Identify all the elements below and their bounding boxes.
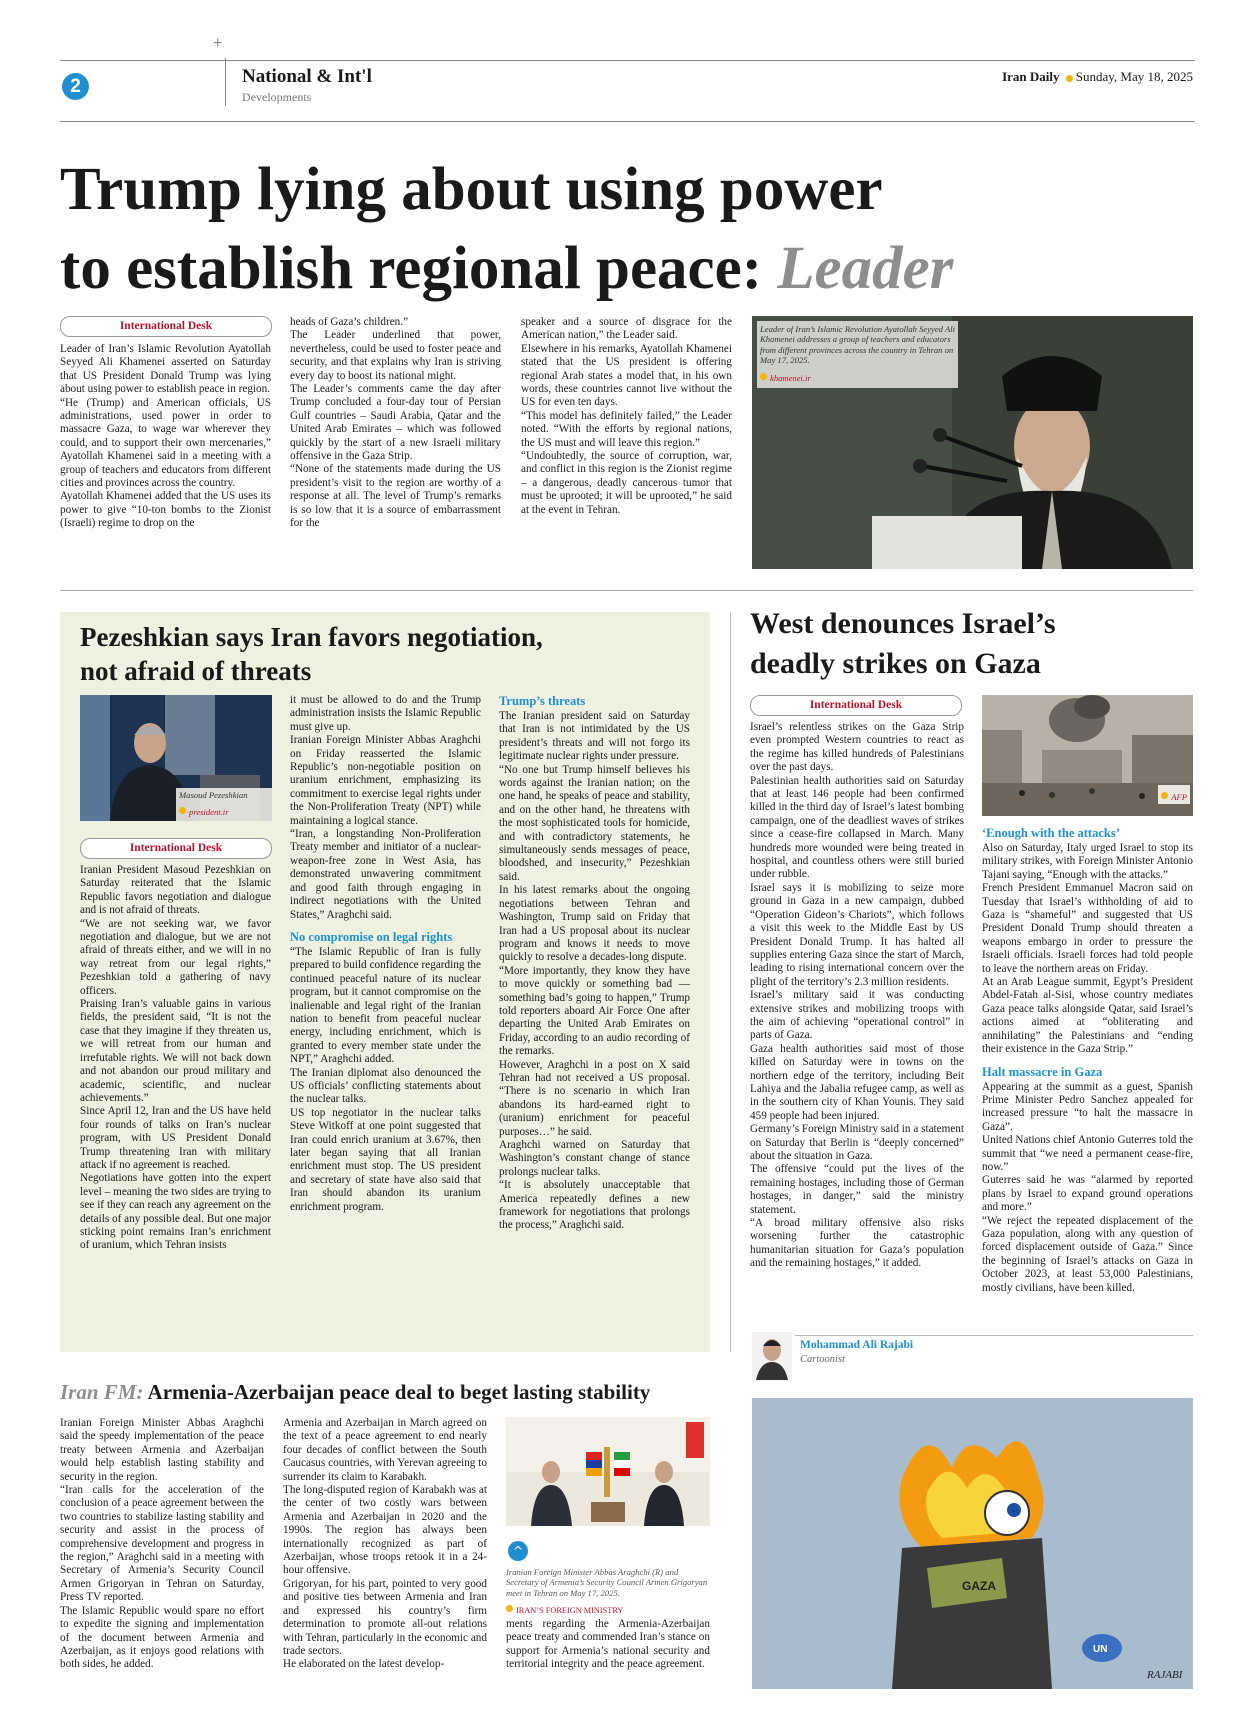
leader-caption-box <box>757 321 958 388</box>
paragraph: “Iran calls for the acceleration of the conclusion of a peace agreement between the two countries to stabilize lasting stability and security and assist in the process of comprehensive development and progress in the region,” Araghchi said in a meeting with Secretary of Armenia’s Security Council Armen Grigoryan in Tehran on Saturday, Press TV reported. <box>60 1484 264 1604</box>
paragraph: ments regarding the Armenia-Azerbaijan peace treaty and commended Iran’s stance on support for Armenia’s national security and territorial integrity and the peace agreement. <box>506 1618 710 1671</box>
paragraph: “No one but Trump himself believes his words against the Iranian nation; on the one hand, he speaks of peace and stability, and on the other hand, he threatens with the most sophisticated tools for homicide, and with contradictory statements, he simultaneously sends messages of peace, bloodshed, and insecurity,” Pezeshkian said. <box>499 763 690 883</box>
gaza-col-2 <box>982 826 1193 1295</box>
armenia-col-1 <box>60 1417 264 1672</box>
paragraph: The offensive “could put the lives of the remaining hostages, including those of German hostages, in danger,” said the ministry statement. <box>750 1163 964 1216</box>
armenia-kicker: Iran FM: <box>60 1380 144 1404</box>
paragraph: Iranian President Masoud Pezeshkian on Saturday reiterated that the Islamic Republic favors negotiation and dialogue and is not afraid of threats. <box>80 864 271 917</box>
bullet-icon <box>179 807 186 814</box>
pezeshkian-photo <box>80 695 272 821</box>
leader-photo <box>752 316 1193 569</box>
pezeshkian-photo-name: Masoud Pezeshkian <box>179 789 248 800</box>
paragraph: “We are not seeking war, we favor negotiation and dialogue, but we are not afraid of threats either, and we will in no way retreat from our legal rights,” Pezeshkian told a gathering of navy officers. <box>80 917 271 997</box>
main-col-2 <box>290 316 501 531</box>
paragraph: “The Islamic Republic of Iran is fully prepared to build confidence regarding the continued peaceful nature of its nuclear program, but it cannot compromise on the inalienable and legal right of the Iranian nation to benefit from peaceful nuclear energy, including enrichment, which is granted to every member state under the NPT,” Araghchi added. <box>290 945 481 1066</box>
armenia-illustration <box>506 1417 710 1526</box>
column-divider <box>730 612 731 1352</box>
expand-icon[interactable]: ^ <box>508 1541 528 1561</box>
subhead-halt-massacre: Halt massacre in Gaza <box>982 1064 1103 1079</box>
paragraph: Elsewhere in his remarks, Ayatollah Khamenei stated that the US president is offering regional Arab states a model that, in his own words, these countries cannot live without the US for even ten days. <box>521 342 732 409</box>
paragraph: Israel’s military said it was conducting extensive strikes and mobilizing troops with the aim of achieving “operational control” in parts of Gaza. <box>750 989 964 1042</box>
paragraph: However, Araghchi in a post on X said Tehran had not received a US proposal. “There is no scenario in which Iran abandons its hard-earned right to (uranium) enrichment for peaceful purposes…” he said. <box>499 1058 690 1138</box>
header-bottom-rule <box>60 121 1195 122</box>
paragraph: In his latest remarks about the ongoing negotiations between Tehran and Washington, Trump said on Friday that Iran had a US proposal about its nuclear program and knows it needs to move quickly to resolve a decades-long dispute. <box>499 884 690 964</box>
armenia-photo-credit: IRAN’S FOREIGN MINISTRY <box>516 1606 624 1616</box>
paragraph: “It is absolutely unacceptable that America repeatedly defines a new framework for negotiations that prolongs the process,” Araghchi said. <box>499 1179 690 1232</box>
paragraph: Germany’s Foreign Ministry said in a statement on Saturday that Berlin is “deeply concerned” about the situation in Gaza. <box>750 1123 964 1162</box>
masthead-date <box>1002 69 1193 85</box>
paragraph: “None of the statements made during the US president’s visit to the region are worthy of a response at all. The level of Trump’s remarks is so low that it is a source of embarrassment for the <box>290 463 501 530</box>
paragraph: Appearing at the summit as a guest, Spanish Prime Minister Pedro Sanchez appealed for increased pressure “to halt the massacre in Gaza”. <box>982 1080 1193 1133</box>
main-headline-line2: to establish regional peace: <box>60 235 778 302</box>
cartoon-illustration <box>752 1398 1193 1689</box>
main-col-3 <box>521 316 732 517</box>
paragraph: “This model has definitely failed,” the Leader noted. “With the efforts by regional nations, the US must and will leave this region.” <box>521 409 732 449</box>
paragraph: “A broad military offensive also risks worsening further the catastrophic humanitarian situation for Gaza’s population and the remaining hostages,” it added. <box>750 1217 964 1270</box>
paragraph: Grigoryan, for his part, pointed to very good and positive ties between Armenia and Iran and expressed his country’s firm determination to promote all-out relations with Tehran, particularly in the economic and trade sectors. <box>283 1577 487 1657</box>
paragraph: The Iranian president said on Saturday that Iran is not intimidated by the US president’s threats and will not forgo its legitimate nuclear rights under pressure. <box>499 710 690 763</box>
pezeshkian-col-1 <box>80 864 271 1253</box>
cartoon-byline-bar <box>795 1335 1193 1336</box>
main-headline-line1: Trump lying about using power <box>60 156 883 223</box>
armenia-col-3 <box>506 1618 710 1672</box>
paragraph: heads of Gaza’s children.” <box>290 316 409 328</box>
paragraph: The long-disputed region of Karabakh was at the center of two costly wars between Armenia and Azerbaijan in 2020 and the 1990s. The region has always been internationally recognized as part of Azerbaijan, whose troops retook it in a 24-hour offensive. <box>283 1484 487 1577</box>
paragraph: Leader of Iran’s Islamic Revolution Ayatollah Seyyed Ali Khamenei asserted on Saturday that US President Donald Trump was lying about using power to establish peace in region. <box>60 343 271 396</box>
gaza-headline-line2: deadly strikes on Gaza <box>750 647 1041 680</box>
subsection-title: Developments <box>242 90 312 104</box>
bullet-icon <box>506 1605 513 1612</box>
paragraph: Also on Saturday, Italy urged Israel to stop its military strikes, with Foreign Minister Antonio Tajani saying, “Enough with the attacks.” <box>982 842 1193 881</box>
pezeshkian-headline <box>80 620 543 688</box>
crop-mark: + <box>213 35 223 52</box>
paragraph: He elaborated on the latest develop- <box>283 1658 445 1671</box>
pezeshkian-headline-line2: not afraid of threats <box>80 656 312 686</box>
paragraph: Palestinian health authorities said on Saturday that at least 146 people had been confirmed killed in the third day of Israel’s latest bombing campaign, one of the deadliest waves of strikes since a cease-fire collapsed in March. Many hundreds more wounded were being treated in hospital, and countless others were still buried under rubble. <box>750 774 964 881</box>
paragraph: Praising Iran’s valuable gains in various fields, the president said, “It is not the case that they imagine if they threaten us, we will retreat from our human and irrefutable rights. We will not back down and not abandon our proud military and academic, scientific, and nuclear achievements.” <box>80 998 271 1104</box>
gaza-photo-credit: AFP <box>1171 792 1187 802</box>
paragraph: Iranian Foreign Minister Abbas Araghchi on Friday reasserted the Islamic Republic’s non-negotiable position on uranium enrichment, emphasizing its commitment to exercise legal rights under the Non-Proliferation Treaty (NPT) while maintaining a logical stance. <box>290 734 481 827</box>
paragraph: US top negotiator in the nuclear talks Steve Witkoff at one point suggested that Iran could enrich uranium at 3.67%, then later began saying that all Iranian enrichment must stop. The US president and secretary of state have also said that Iran should abandon its uranium enrichment program. <box>290 1106 481 1213</box>
paragraph: The Iranian diplomat also denounced the US officials’ conflicting statements about the nuclear talks. <box>290 1066 481 1106</box>
paragraph: Guterres said he was “alarmed by reported plans by Israel to expand ground operations and more.” <box>982 1174 1193 1214</box>
main-desk-label: International Desk <box>60 316 272 337</box>
armenia-photo-caption: Iranian Foreign Minister Abbas Araghchi (R) and Secretary of Armenia’s Security Council Armen Grigoryan meet in Tehran on May 17, 2025. <box>506 1567 708 1598</box>
armenia-headline-text: Armenia-Azerbaijan peace deal to beget lasting stability <box>147 1380 651 1404</box>
paragraph: Negotiations have gotten into the expert level – meaning the two sides are trying to see if they can reach any agreement on the details of any possible deal. But one major sticking point remains Iran’s enrichment of uranium, which Tehran insists <box>80 1172 271 1252</box>
armenia-caption-block <box>506 1567 710 1617</box>
paragraph: Israel’s relentless strikes on the Gaza Strip even prompted Western countries to react as the regime has killed hundreds of Palestinians over the past days. <box>750 721 964 774</box>
main-col-1 <box>60 343 271 531</box>
paper-name: Iran Daily <box>1002 69 1060 84</box>
cartoon-signature: RAJABI <box>1147 1669 1183 1681</box>
section-title: National & Int'l <box>242 66 372 87</box>
section-divider <box>60 590 1193 591</box>
avatar <box>752 1332 792 1380</box>
issue-date: Sunday, May 18, 2025 <box>1075 69 1193 84</box>
paragraph: “He (Trump) and American officials, US administrations, used power in order to massacre Gaza, to wage war wherever they could, and to support their own mercenaries,” Ayatollah Khamenei said in a meeting with a group of teachers and educators from different cities and provinces across the country. <box>60 396 271 490</box>
cartoonist-role: Cartoonist <box>800 1354 845 1365</box>
paragraph: it must be allowed to do and the Trump administration insists the Islamic Republic must give up. <box>290 694 481 733</box>
subhead-trumps-threats: Trump’s threats <box>499 694 586 708</box>
leader-photo-caption: Leader of Iran’s Islamic Revolution Ayatollah Seyyed Ali Khamenei addresses a group of teachers and educators from different provinces across the country in Tehran on May 17, 2025. <box>760 324 955 366</box>
bullet-icon <box>760 373 767 380</box>
pezeshkian-desk-label: International Desk <box>80 838 272 859</box>
paragraph: The Islamic Republic would spare no effort to expedite the signing and implementation of the document between Armenia and Azerbaijan, as it enjoys good relations with both sides, he added. <box>60 1604 264 1671</box>
paragraph: “We reject the repeated displacement of the Gaza population, along with any question of forced displacement outside of Gaza.” Since the beginning of Israel’s attacks on Gaza in October 2023, at least 53,000 Palestinians, mostly civilians, have been killed. <box>982 1214 1193 1294</box>
gaza-photo <box>982 695 1193 816</box>
bullet-icon <box>1161 792 1168 799</box>
paragraph: Ayatollah Khamenei added that the US uses its power to give “10-ton bombs to the Zionist (Israeli) regime to drop on the <box>60 490 271 530</box>
paragraph: United Nations chief Antonio Guterres told the summit that “we need a permanent cease-fire, now.” <box>982 1134 1193 1173</box>
paragraph: “Undoubtedly, the source of corruption, war, and conflict in this region is the Zionist regime – a dangerous, deadly cancerous tumor that must be uprooted; it will be uprooted,” he said at the event in Tehran. <box>521 450 732 516</box>
cartoon-label-gaza: GAZA <box>962 1579 996 1593</box>
paragraph: Gaza health authorities said most of those killed on Saturday were in towns on the northern edge of the territory, including Beit Lahiya and the Jabalia refugee camp, as well as in the southern city of Khan Younis. They said 459 people had been injured. <box>750 1042 964 1122</box>
header-divider <box>225 58 226 106</box>
cartoonist-name: Mohammad Ali Rajabi <box>800 1339 914 1351</box>
paragraph: Armenia and Azerbaijan in March agreed on the text of a peace agreement to end nearly four decades of conflict between the South Caucasus countries, with Yerevan agreeing to surrender its claim to Karabakh. <box>283 1417 487 1483</box>
armenia-col-2 <box>283 1417 487 1672</box>
paragraph: “Iran, a longstanding Non-Proliferation Treaty member and initiator of a nuclear-weapon-free zone in West Asia, has demonstrated unwavering commitment and good faith through engaging in indirect negotiations with the United States,” Araghchi said. <box>290 828 481 921</box>
main-headline-accent: Leader <box>777 235 954 302</box>
subhead-enough: ‘Enough with the attacks’ <box>982 826 1120 840</box>
pezeshkian-col-2 <box>290 694 481 1214</box>
cartoon-image <box>752 1398 1193 1689</box>
paragraph: The Leader’s comments came the day after Trump concluded a four-day tour of Persian Gulf countries – Saudi Arabia, Qatar and the United Arab Emirates – which was followed quickly by the start of a new Israeli military offensive in the Gaza Strip. <box>290 383 501 463</box>
paragraph: At an Arab League summit, Egypt’s President Abdel-Fatah al-Sisi, whose country mediates Gaza peace talks alongside Qatar, said Israel’s actions aimed at “obliterating and annihilating” the Palestinians and “ending their existence in the Gaza Strip.” <box>982 976 1193 1056</box>
gaza-credit-box <box>1158 785 1190 804</box>
paragraph: French President Emmanuel Macron said on Tuesday that Israel’s withholding of aid to Gaza is “shameful” and suggested that US President Donald Trump should threaten a weapons embargo in order to pressure the Israeli officials. Israeli forces had told people to leave the northern areas on Friday. <box>982 882 1193 975</box>
main-headline <box>60 150 953 308</box>
gaza-col-1 <box>750 721 964 1271</box>
cartoon-label-un: UN <box>1093 1644 1108 1655</box>
paragraph: “More importantly, they know they have to move quickly or something bad — something bad’s going to happen,” Trump told reporters aboard Air Force One after departing the United Arab Emirates on Friday, according to an audio recording of the remarks. <box>499 964 690 1058</box>
gaza-desk-label: International Desk <box>750 695 962 716</box>
gaza-headline-line1: West denounces Israel’s <box>750 607 1056 640</box>
pezeshkian-caption-box <box>176 788 272 821</box>
page-number: 2 <box>70 76 81 97</box>
bullet-icon <box>1066 75 1073 82</box>
paragraph: Since April 12, Iran and the US have held four rounds of talks on Iran’s nuclear program, with US President Donald Trump threatening Iran with military attack if no agreement is reached. <box>80 1105 271 1171</box>
paragraph: Araghchi warned on Saturday that Washington’s constant change of stance prolongs nuclear talks. <box>499 1139 690 1178</box>
header-top-rule <box>60 60 1195 61</box>
gaza-headline <box>750 604 1056 684</box>
pezeshkian-photo-credit: president.ir <box>189 807 229 817</box>
subhead-no-compromise: No compromise on legal rights <box>290 929 453 944</box>
pezeshkian-col-3 <box>499 694 690 1233</box>
pezeshkian-headline-line1: Pezeshkian says Iran favors negotiation, <box>80 622 543 652</box>
cartoonist-avatar <box>752 1332 792 1380</box>
paragraph: The Leader underlined that power, nevertheless, could be used to foster peace and security, and that explains why Iran is striving every day to boost its national might. <box>290 329 501 382</box>
armenia-photo <box>506 1417 710 1526</box>
armenia-headline <box>60 1380 650 1405</box>
paragraph: Israel says it is mobilizing to seize more ground in Gaza in a new campaign, dubbed “Operation Gideon’s Chariots”, which follows a visit this week to the Middle East by US President Donald Trump. It has halted all supplies entering Gaza since the start of March, leading to rising international concern over the plight of the territory’s 2.3 million residents. <box>750 881 964 988</box>
paragraph: speaker and a source of disgrace for the American nation,” the Leader said. <box>521 316 732 342</box>
paragraph: Iranian Foreign Minister Abbas Araghchi said the speedy implementation of the peace treaty between Armenia and Azerbaijan would help establish lasting stability and security in the region. <box>60 1417 264 1483</box>
page-number-badge <box>62 73 89 100</box>
leader-photo-credit: khamenei.ir <box>770 372 811 383</box>
